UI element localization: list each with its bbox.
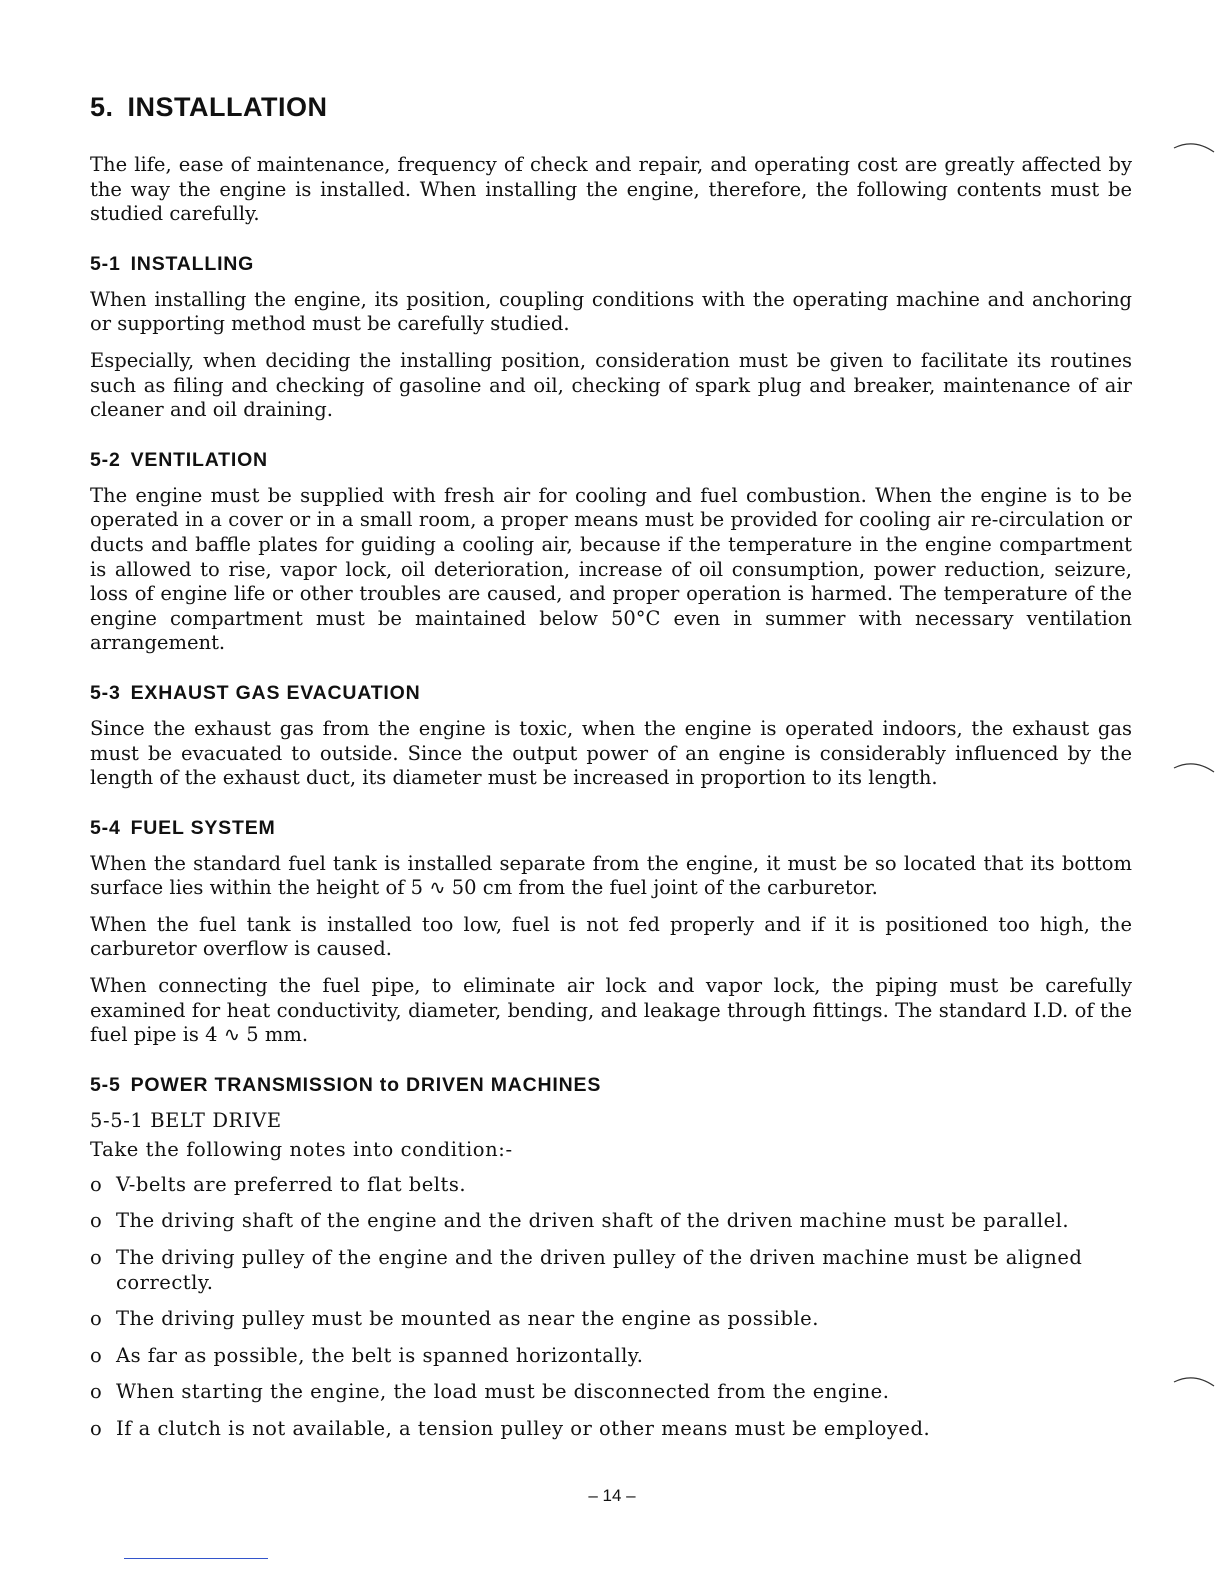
- chapter-title-text: INSTALLATION: [127, 92, 328, 122]
- paragraph: When connecting the fuel pipe, to eliminate air lock and vapor lock, the piping must be carefully examined for heat conductivity, diameter, bending, and leakage through fittings. The standard I.D. of the fuel pipe is 4 ∿ 5 mm.: [90, 974, 1132, 1047]
- bullet-marker: o: [90, 1380, 103, 1404]
- bullet-marker: o: [90, 1417, 103, 1440]
- paragraph: The engine must be supplied with fresh air for cooling and fuel combustion. When the engine is to be operated in a cover or in a small room, a proper means must be provided for cooling air re-circulation or ducts and baffle plates for guiding a cooling air, because if the temperature in the engine compartment is allowed to rise, vapor lock, oil deterioration, increase of oil consumption, power reduction, seizure, loss of engine life or other troubles are caused, and proper operation is harmed. The temperature of the engine compartment must be maintained below 50°C even in summer with necessary ventilation arrangement.: [90, 483, 1132, 655]
- footer-rule: [124, 1558, 268, 1559]
- list-item: [90, 1246, 1132, 1295]
- bullet-marker: o: [90, 1307, 103, 1331]
- section-title: POWER TRANSMISSION to DRIVEN MACHINES: [130, 1073, 602, 1096]
- section-title: INSTALLING: [130, 252, 255, 275]
- section-number: 5-1: [90, 252, 121, 275]
- bullet-marker: o: [90, 1343, 103, 1367]
- section-heading-5-5: [90, 1074, 1132, 1097]
- bullet-marker: o: [90, 1209, 103, 1233]
- list-item: [90, 1380, 1132, 1405]
- section-title: EXHAUST GAS EVACUATION: [130, 681, 421, 704]
- section-heading-5-4: [90, 817, 1132, 840]
- scan-margin-mark: [1172, 1374, 1216, 1388]
- list-item-text: The driving shaft of the engine and the driven shaft of the driven machine must be parallel.: [116, 1209, 1070, 1233]
- paragraph: When the standard fuel tank is installed separate from the engine, it must be so located that its bottom surface lies within the height of 5 ∿ 50 cm from the fuel joint of the carburetor.: [90, 851, 1132, 900]
- list-item: [90, 1173, 1132, 1198]
- list-item: [90, 1417, 1132, 1442]
- chapter-title: [90, 92, 1132, 123]
- section-heading-5-3: [90, 682, 1132, 705]
- list-item-text: As far as possible, the belt is spanned horizontally.: [116, 1343, 644, 1367]
- bullet-marker: o: [90, 1246, 103, 1270]
- list-item: [90, 1307, 1132, 1332]
- scan-margin-mark: [1172, 760, 1216, 774]
- section-number: 5-4: [90, 816, 121, 839]
- paragraph: Especially, when deciding the installing position, consideration must be given to facilitate its routines such as filing and checking of gasoline and oil, checking of spark plug and breaker, maintenance of air cleaner and oil draining.: [90, 348, 1132, 422]
- subsection-heading: 5-5-1 BELT DRIVE: [90, 1108, 282, 1132]
- section-title: FUEL SYSTEM: [130, 816, 276, 839]
- page-number: – 14 –: [588, 1486, 636, 1505]
- section-heading-5-2: [90, 449, 1132, 472]
- document-page: [90, 92, 1132, 1454]
- list-item: [90, 1344, 1132, 1369]
- scan-margin-mark: [1172, 140, 1216, 154]
- intro-paragraph: The life, ease of maintenance, frequency of check and repair, and operating cost are greatly affected by the way the engine is installed. When installing the engine, therefore, the following contents must be studied carefully.: [90, 153, 1132, 226]
- list-item-text: The driving pulley of the engine and the driven pulley of the driven machine must be aligned correctly.: [116, 1246, 1083, 1294]
- list-item-text: V-belts are preferred to flat belts.: [116, 1172, 467, 1196]
- section-title: VENTILATION: [130, 448, 268, 471]
- list-item-text: The driving pulley must be mounted as near the engine as possible.: [116, 1307, 819, 1331]
- list-item-text: If a clutch is not available, a tension pulley or other means must be employed.: [116, 1417, 931, 1440]
- list-item-text: When starting the engine, the load must be disconnected from the engine.: [116, 1380, 890, 1404]
- paragraph: Since the exhaust gas from the engine is toxic, when the engine is operated indoors, the exhaust gas must be evacuated to outside. Since the output power of an engine is considerably influenced by the length of the exhaust duct, its diameter must be increased in proportion to its length.: [90, 716, 1132, 790]
- section-number: 5-5: [90, 1073, 121, 1096]
- paragraph: When the fuel tank is installed too low, fuel is not fed properly and if it is positioned too high, the carburetor overflow is caused.: [90, 912, 1132, 961]
- paragraph: When installing the engine, its position, coupling conditions with the operating machine and anchoring or supporting method must be carefully studied.: [90, 287, 1132, 336]
- list-item: [90, 1209, 1132, 1234]
- bullet-marker: o: [90, 1172, 103, 1196]
- chapter-number: 5.: [90, 92, 114, 122]
- section-heading-5-1: [90, 253, 1132, 276]
- section-number: 5-3: [90, 681, 121, 704]
- list-lead: Take the following notes into condition:-: [90, 1137, 513, 1161]
- bullet-list: [90, 1173, 1132, 1442]
- section-number: 5-2: [90, 448, 121, 471]
